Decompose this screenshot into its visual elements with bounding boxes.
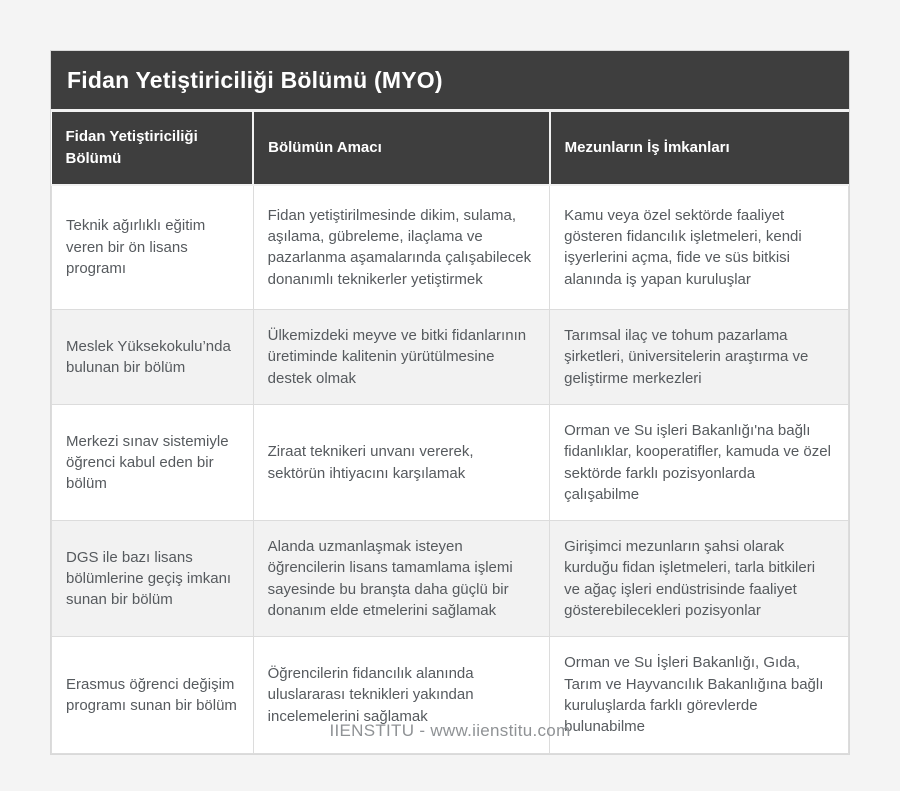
table-cell: Öğrencilerin fidancılık alanında uluslararası teknikleri yakından incelemelerini sağlamak — [253, 637, 549, 753]
table-row — [52, 405, 849, 521]
page-title: Fidan Yetiştiriciliği Bölümü (MYO) — [51, 51, 849, 112]
table-cell: Fidan yetiştirilmesinde dikim, sulama, aşılama, gübreleme, ilaçlama ve pazarlanma aşamalarında çalışabilecek donanımlı teknikerler yetiştirmek — [253, 185, 549, 310]
table-cell: Kamu veya özel sektörde faaliyet gösteren fidancılık işletmeleri, kendi işyerlerini açma, fide ve süs bitkisi alanında iş yapan kuruluşlar — [550, 185, 849, 310]
column-header: Mezunların İş İmkanları — [550, 112, 849, 185]
table-cell: Teknik ağırlıklı eğitim veren bir ön lisans programı — [52, 185, 254, 310]
table-cell: Alanda uzmanlaşmak isteyen öğrencilerin lisans tamamlama işlemi sayesinde bu branşta daha güçlü bir donanım elde etmelerini sağlamak — [253, 521, 549, 637]
footer-credit: IIENSTITU - www.iienstitu.com — [329, 721, 571, 740]
column-header: Bölümün Amacı — [253, 112, 549, 185]
table-row — [52, 310, 849, 405]
table-header-row — [52, 112, 849, 185]
table-header — [52, 112, 849, 185]
table-cell: Orman ve Su işleri Bakanlığı'na bağlı fidanlıklar, kooperatifler, kamuda ve özel sektörde farklı pozisyonlarda çalışabilme — [550, 405, 849, 521]
table-cell: Girişimci mezunların şahsi olarak kurduğu fidan işletmeleri, tarla bitkileri ve ağaç işleri endüstrisinde faaliyet gösterebilecekleri pozisyonlar — [550, 521, 849, 637]
table-row — [52, 521, 849, 637]
table-cell: Ülkemizdeki meyve ve bitki fidanlarının üretiminde kalitenin yürütülmesine destek olmak — [253, 310, 549, 405]
table-cell: Orman ve Su İşleri Bakanlığı, Gıda, Tarım ve Hayvancılık Bakanlığına bağlı kuruluşlarda farklı görevlerde bulunabilme — [550, 637, 849, 753]
table-body — [52, 185, 849, 754]
column-header: Fidan Yetiştiriciliği Bölümü — [52, 112, 254, 185]
table-cell: Ziraat teknikeri unvanı vererek, sektörün ihtiyacını karşılamak — [253, 405, 549, 521]
table-cell: DGS ile bazı lisans bölümlerine geçiş imkanı sunan bir bölüm — [52, 521, 254, 637]
table-cell: Erasmus öğrenci değişim programı sunan bir bölüm — [52, 637, 254, 753]
table-row — [52, 185, 849, 310]
table-card — [50, 50, 850, 755]
table-cell: Merkezi sınav sistemiyle öğrenci kabul eden bir bölüm — [52, 405, 254, 521]
table-cell: Meslek Yüksekokulu’nda bulunan bir bölüm — [52, 310, 254, 405]
table-cell: Tarımsal ilaç ve tohum pazarlama şirketleri, üniversitelerin araştırma ve geliştirme merkezleri — [550, 310, 849, 405]
program-info-table — [51, 112, 849, 754]
